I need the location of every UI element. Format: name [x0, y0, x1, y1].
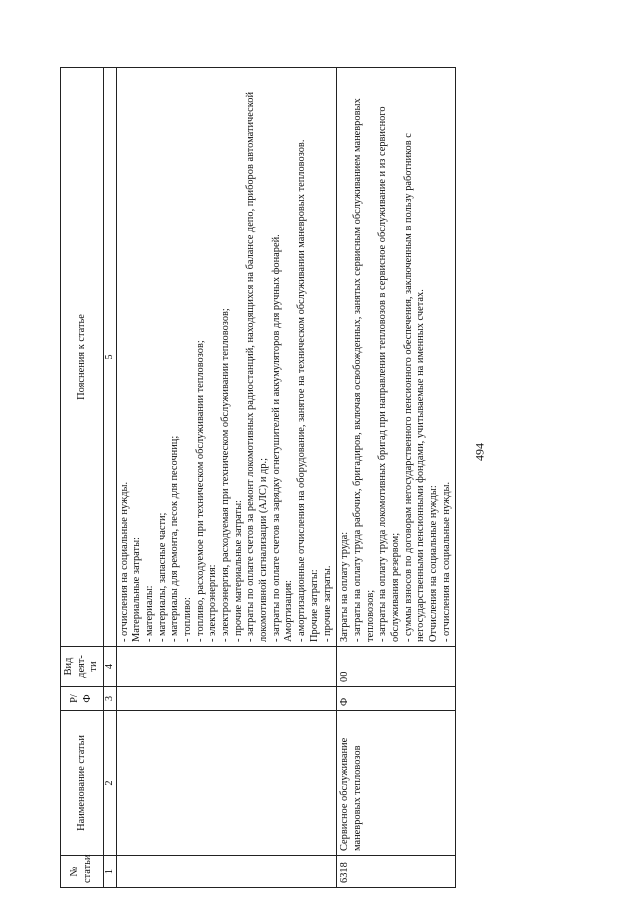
explanation-line: Амортизация:: [283, 580, 295, 642]
header-explanations: Пояснения к статье: [61, 68, 104, 647]
article-activity: 00: [337, 647, 456, 687]
column-number: 5: [104, 68, 116, 647]
column-number: 4: [104, 647, 116, 687]
table-header-row: [61, 68, 104, 888]
table-row: [116, 68, 337, 888]
column-number-row: [104, 68, 116, 888]
explanation-line: - материалы:: [143, 585, 155, 642]
table-row: [337, 68, 456, 888]
article-activity: [116, 647, 337, 687]
column-number: 2: [104, 711, 116, 856]
header-article-name: Наименование статьи: [61, 711, 104, 856]
explanation-line: - суммы взносов по договорам негосударственного пенсионного обеспечения, заключенным в пользу работников с негосударственными пенсионными фондами, учитываемые на именных счетах.: [402, 133, 427, 642]
explanation-line: Прочие затраты:: [308, 569, 320, 642]
article-number: [116, 856, 337, 888]
explanation-line: - электроэнергия, расходуемая при техническом обслуживании тепловозов;: [220, 308, 231, 642]
header-activity-type: Вид деят-ти: [61, 647, 104, 687]
header-article-number: № статьи: [61, 856, 104, 888]
explanation-line: - материалы, запасные части;: [156, 512, 168, 642]
explanation-line: - затраты по оплате счетов за зарядку огнетушителей и аккумуляторов для ручных фонарей.: [270, 234, 282, 642]
explanation-line: - отчисления на социальные нужды.: [118, 481, 130, 642]
article-number: 6318: [337, 856, 456, 888]
article-rf: Ф: [337, 687, 456, 711]
header-rf: Р/ Ф: [61, 687, 104, 711]
explanation-line: - топливо, расходуемое при техническом обслуживании тепловозов;: [194, 340, 206, 642]
explanation-line: - топливо:: [181, 597, 193, 642]
articles-table: [60, 67, 456, 888]
article-explanation: [337, 68, 456, 647]
article-name: [116, 711, 337, 856]
rotated-page-content: [60, 68, 580, 888]
explanation-line: - прочие затраты.: [321, 565, 333, 642]
article-explanation: [116, 68, 337, 647]
explanation-line: - затраты по оплате счетов за ремонт локомотивных радиостанций, находящихся на балансе депо, приборов автоматической локомотивной сигнализации (АЛС) и др.;: [245, 91, 270, 642]
explanation-line: Затраты на оплату труда:: [339, 531, 351, 642]
column-number: 3: [104, 687, 116, 711]
explanation-line: - материалы для ремонта, песок для песочниц;: [169, 435, 181, 642]
column-number: 1: [104, 856, 116, 888]
explanation-line: Отчисления на социальные нужды:: [428, 485, 439, 642]
explanation-line: - затраты на оплату труда рабочих, бригадиров, включая освобожденных, занятых сервисным обслуживанием маневровых тепловозов;: [351, 98, 376, 642]
page-number: 494: [472, 443, 487, 461]
explanation-line: - электроэнергия:: [207, 564, 219, 642]
article-rf: [116, 687, 337, 711]
explanation-line: - затраты на оплату труда локомотивных бригад при направлении тепловозов в сервисное обслуживание и из сервисного обслуживания резервом;: [377, 106, 401, 642]
explanation-line: - амортизационные отчисления на оборудование, занятое на техническом обслуживании маневровых тепловозов.: [296, 139, 308, 642]
explanation-line: - отчисления на социальные нужды.: [440, 481, 452, 642]
article-name: Сервисное обслуживание маневровых тепловозов: [337, 711, 456, 856]
explanation-line: Материальные затраты:: [131, 537, 143, 642]
explanation-line: - прочие материальные затраты:: [232, 500, 244, 642]
